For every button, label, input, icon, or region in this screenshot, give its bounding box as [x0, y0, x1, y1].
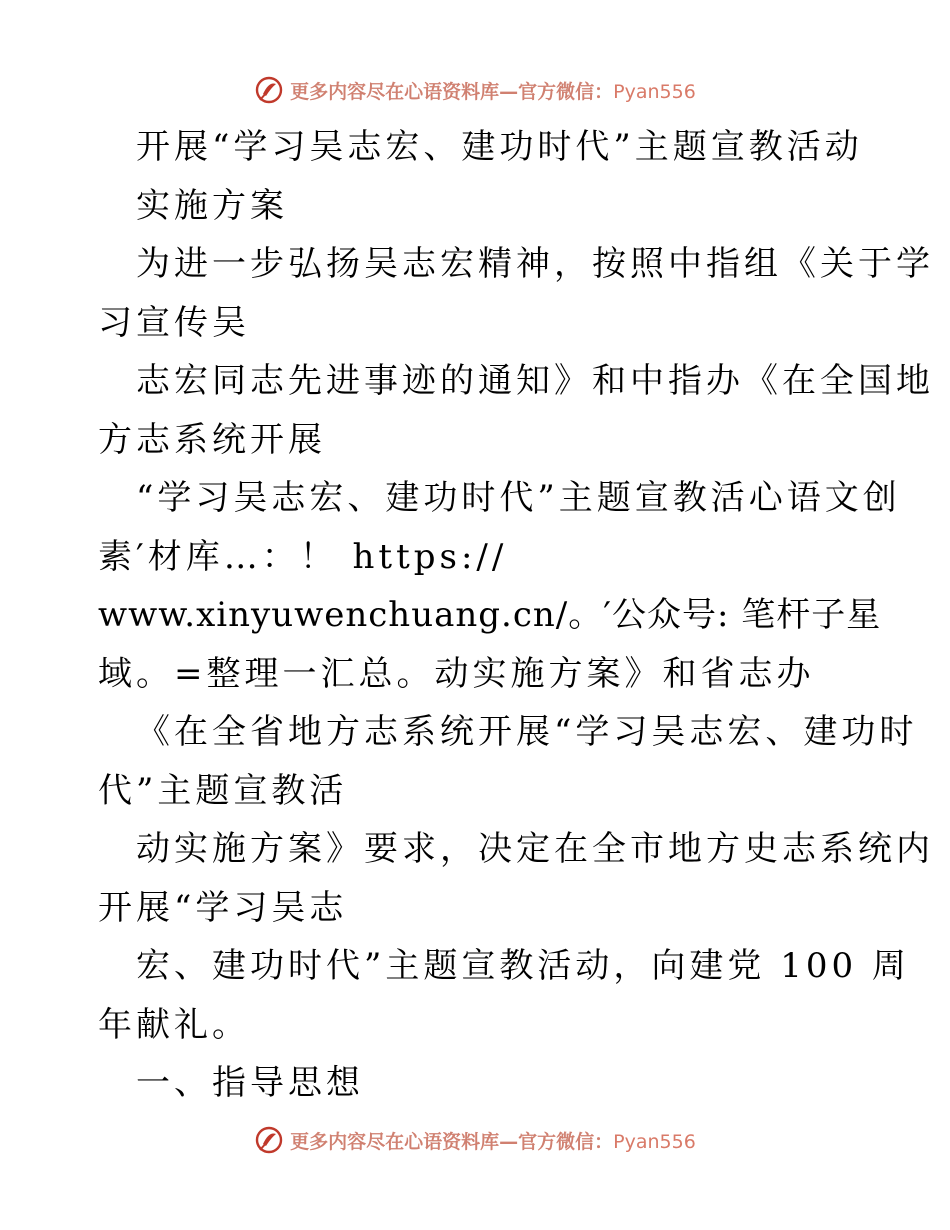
header-banner: [0, 70, 950, 110]
paragraph-line: 方志系统开展: [98, 419, 326, 460]
footer-banner: [0, 1120, 950, 1160]
paragraph-line: 志宏同志先进事迹的通知》和中指办《在全国地: [136, 361, 934, 401]
paragraph-line: 习宣传吴: [98, 302, 250, 343]
paragraph-line: 素′材库…：！ https://: [98, 536, 508, 577]
banner-text: 更多内容尽在心语资料库—官方微信：Pyan556: [290, 1130, 696, 1153]
brand-logo-icon: [254, 1125, 284, 1155]
wechat-handle: Pyan556: [613, 80, 696, 103]
paragraph-line: 年献礼。: [98, 1004, 250, 1045]
banner-inner: [254, 1125, 696, 1155]
document-body: [98, 118, 934, 1113]
paragraph-line: “学习吴志宏、建功时代”主题宣教活心语文创: [136, 478, 901, 518]
paragraph-line: www.xinyuwenchuang.cn/。′公众号: 笔杆子星: [98, 595, 882, 635]
doc-subtitle: 实施方案: [136, 185, 288, 226]
doc-title: 开展“学习吴志宏、建功时代”主题宣教活动: [136, 127, 863, 167]
banner-text: 更多内容尽在心语资料库—官方微信：Pyan556: [290, 80, 696, 103]
brand-logo-icon: [254, 75, 284, 105]
wechat-handle: Pyan556: [613, 1130, 696, 1153]
paragraph-line: 宏、建功时代”主题宣教活动，向建党 100 周: [136, 946, 910, 986]
paragraph-line: 《在全省地方志系统开展“学习吴志宏、建功时: [136, 712, 918, 752]
paragraph-line: 代”主题宣教活: [98, 770, 348, 811]
section-heading: 一、指导思想: [136, 1063, 364, 1103]
banner-inner: [254, 75, 696, 105]
paragraph-line: 动实施方案》要求，决定在全市地方史志系统内: [136, 829, 934, 869]
paragraph-line: 域。=整理一汇总。动实施方案》和省志办: [98, 653, 815, 694]
paragraph-line: 开展“学习吴志: [98, 887, 348, 928]
paragraph-line: 为进一步弘扬吴志宏精神，按照中指组《关于学: [136, 244, 934, 284]
